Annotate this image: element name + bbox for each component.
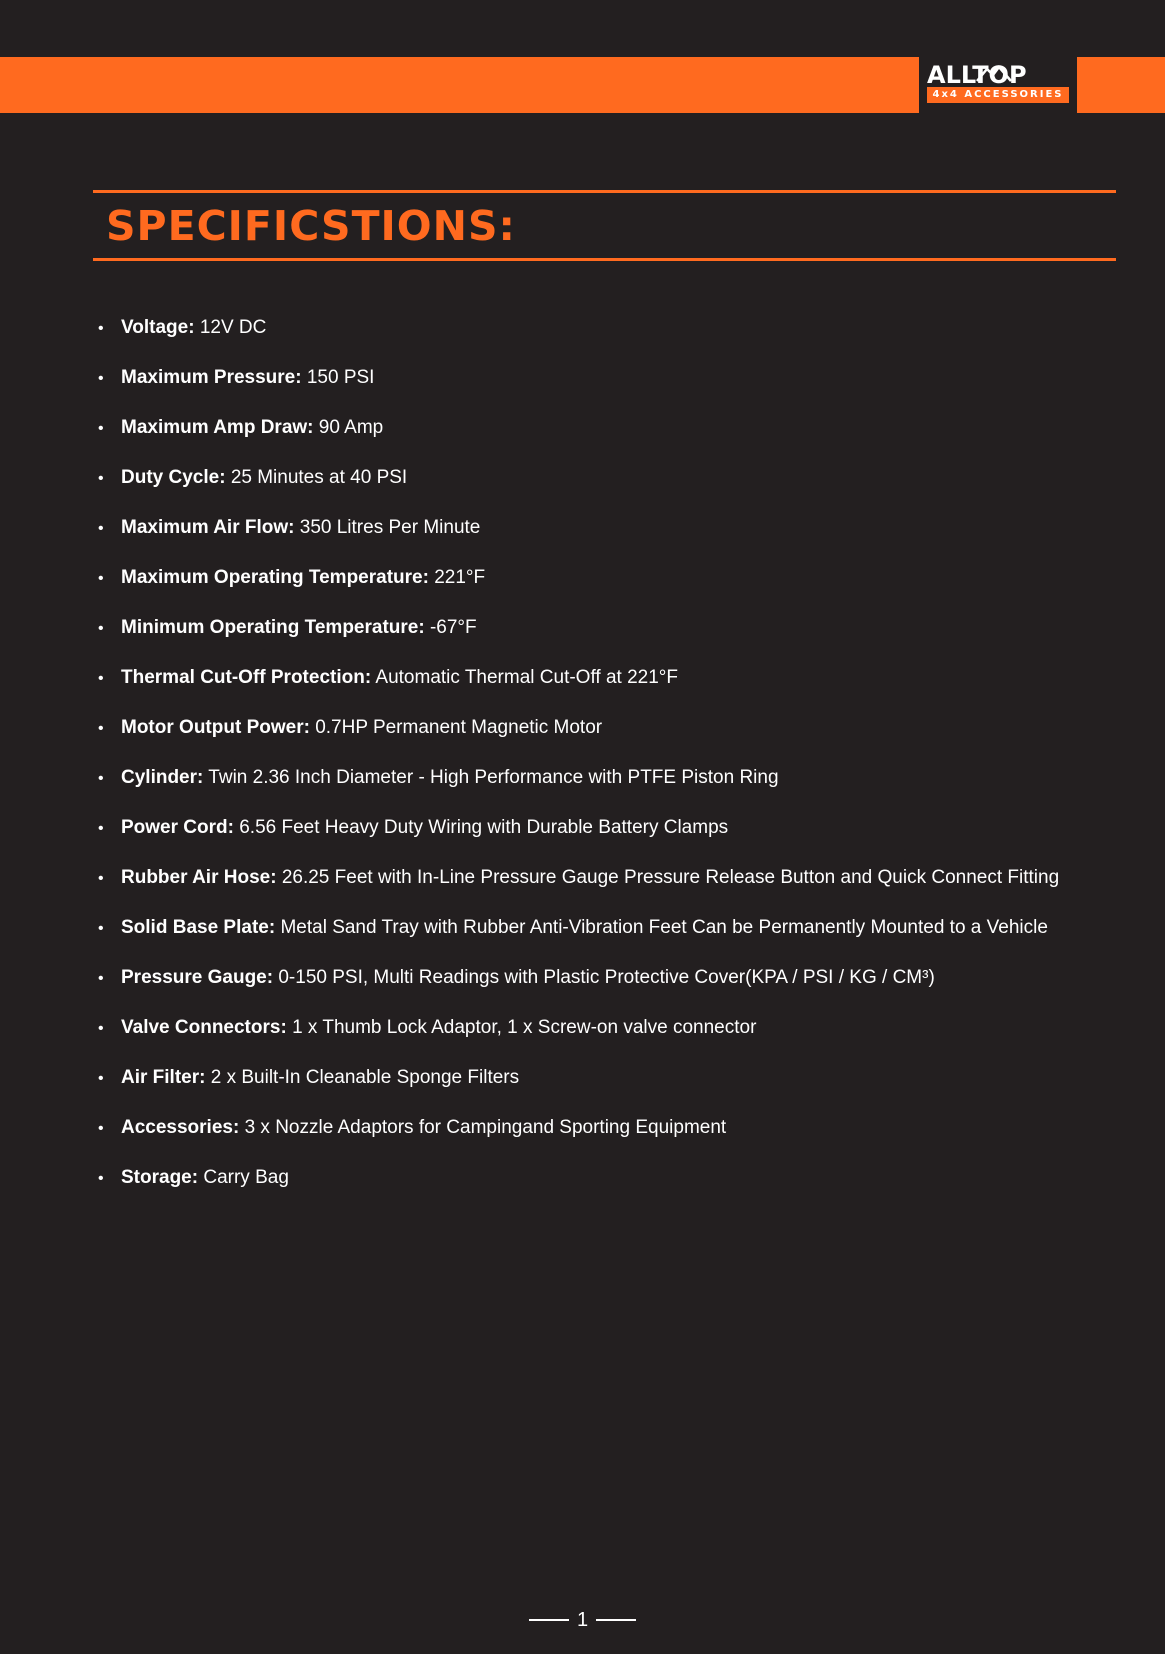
spec-value: 12V DC	[199, 317, 267, 338]
spec-value: 0-150 PSI, Multi Readings with Plastic Protective Cover(KPA / PSI / KG / CM³)	[278, 967, 935, 988]
spec-value: 0.7HP Permanent Magnetic Motor	[315, 717, 603, 738]
spec-value: Twin 2.36 Inch Diameter - High Performance with PTFE Piston Ring	[208, 767, 779, 788]
bullet-icon: •	[98, 770, 104, 787]
spec-item	[98, 1113, 726, 1143]
spec-value: Carry Bag	[203, 1167, 289, 1188]
bullet-icon: •	[98, 470, 104, 487]
title-rule-bottom	[93, 258, 1116, 261]
spec-item	[98, 463, 407, 493]
page-number: 1	[576, 1609, 589, 1631]
spec-label: Duty Cycle:	[121, 467, 226, 488]
bullet-icon: •	[98, 1020, 104, 1037]
bullet-icon: •	[98, 1070, 104, 1087]
bullet-icon: •	[98, 670, 104, 687]
spec-label: Pressure Gauge:	[121, 967, 274, 988]
spec-item	[98, 313, 266, 343]
spec-item	[98, 663, 678, 693]
spec-label: Voltage:	[121, 317, 195, 338]
spec-value: Automatic Thermal Cut-Off at 221°F	[375, 667, 678, 688]
spec-value: 221°F	[434, 567, 486, 588]
spec-label: Maximum Air Flow:	[121, 517, 295, 538]
spec-item	[98, 813, 728, 843]
spec-label: Solid Base Plate:	[121, 917, 276, 938]
footer-dash-left	[529, 1619, 569, 1621]
spec-label: Storage:	[121, 1167, 199, 1188]
spec-value: 25 Minutes at 40 PSI	[230, 467, 408, 488]
brand-logo	[919, 51, 1077, 113]
spec-value: 350 Litres Per Minute	[299, 517, 481, 538]
bullet-icon: •	[98, 320, 104, 337]
bullet-icon: •	[98, 570, 104, 587]
logo-wordmark	[927, 59, 1069, 87]
spec-label: Valve Connectors:	[121, 1017, 287, 1038]
spec-item	[98, 563, 485, 593]
logo-subtitle: 4x4 ACCESSORIES	[927, 87, 1069, 103]
spec-label: Air Filter:	[121, 1067, 206, 1088]
spec-item	[98, 963, 935, 993]
spec-item	[98, 1163, 289, 1193]
spec-item	[98, 1063, 519, 1093]
spec-label: Rubber Air Hose:	[121, 867, 277, 888]
spec-label: Maximum Pressure:	[121, 367, 302, 388]
spec-item	[98, 513, 480, 543]
bullet-icon: •	[98, 970, 104, 987]
logo-text: ALLTOP	[927, 61, 1027, 87]
spec-value: 6.56 Feet Heavy Duty Wiring with Durable Battery Clamps	[239, 817, 729, 838]
spec-value: 90 Amp	[318, 417, 384, 438]
page-footer	[0, 1605, 1165, 1635]
bullet-icon: •	[98, 620, 104, 637]
spec-label: Thermal Cut-Off Protection:	[121, 667, 372, 688]
spec-value: 3 x Nozzle Adaptors for Campingand Sporting Equipment	[244, 1117, 727, 1138]
bullet-icon: •	[98, 520, 104, 537]
spec-item	[98, 763, 779, 793]
spec-label: Minimum Operating Temperature:	[121, 617, 425, 638]
spec-item	[98, 413, 383, 443]
spec-value: Metal Sand Tray with Rubber Anti-Vibration Feet Can be Permanently Mounted to a Vehicle	[280, 917, 1048, 938]
spec-item	[98, 713, 602, 743]
spec-item	[98, 613, 477, 643]
spec-value: 26.25 Feet with In-Line Pressure Gauge Pressure Release Button and Quick Connect Fitting	[281, 867, 1060, 888]
bullet-icon: •	[98, 920, 104, 937]
bullet-icon: •	[98, 820, 104, 837]
title-rule-top	[93, 190, 1116, 193]
spec-value: 150 PSI	[306, 367, 375, 388]
spec-value: -67°F	[429, 617, 477, 638]
bullet-icon: •	[98, 370, 104, 387]
spec-item	[98, 863, 1059, 893]
page-title: SPECIFICSTIONS:	[106, 202, 516, 250]
spec-value: 2 x Built-In Cleanable Sponge Filters	[210, 1067, 520, 1088]
bullet-icon: •	[98, 420, 104, 437]
bullet-icon: •	[98, 1120, 104, 1137]
spec-item	[98, 913, 1048, 943]
footer-dash-right	[596, 1619, 636, 1621]
spec-item	[98, 363, 374, 393]
spec-label: Maximum Amp Draw:	[121, 417, 314, 438]
spec-label: Power Cord:	[121, 817, 234, 838]
spec-label: Motor Output Power:	[121, 717, 310, 738]
bullet-icon: •	[98, 720, 104, 737]
spec-label: Cylinder:	[121, 767, 204, 788]
spec-item	[98, 1013, 756, 1043]
spec-label: Maximum Operating Temperature:	[121, 567, 429, 588]
spec-value: 1 x Thumb Lock Adaptor, 1 x Screw-on valve connector	[292, 1017, 757, 1038]
bullet-icon: •	[98, 870, 104, 887]
bullet-icon: •	[98, 1170, 104, 1187]
spec-label: Accessories:	[121, 1117, 240, 1138]
